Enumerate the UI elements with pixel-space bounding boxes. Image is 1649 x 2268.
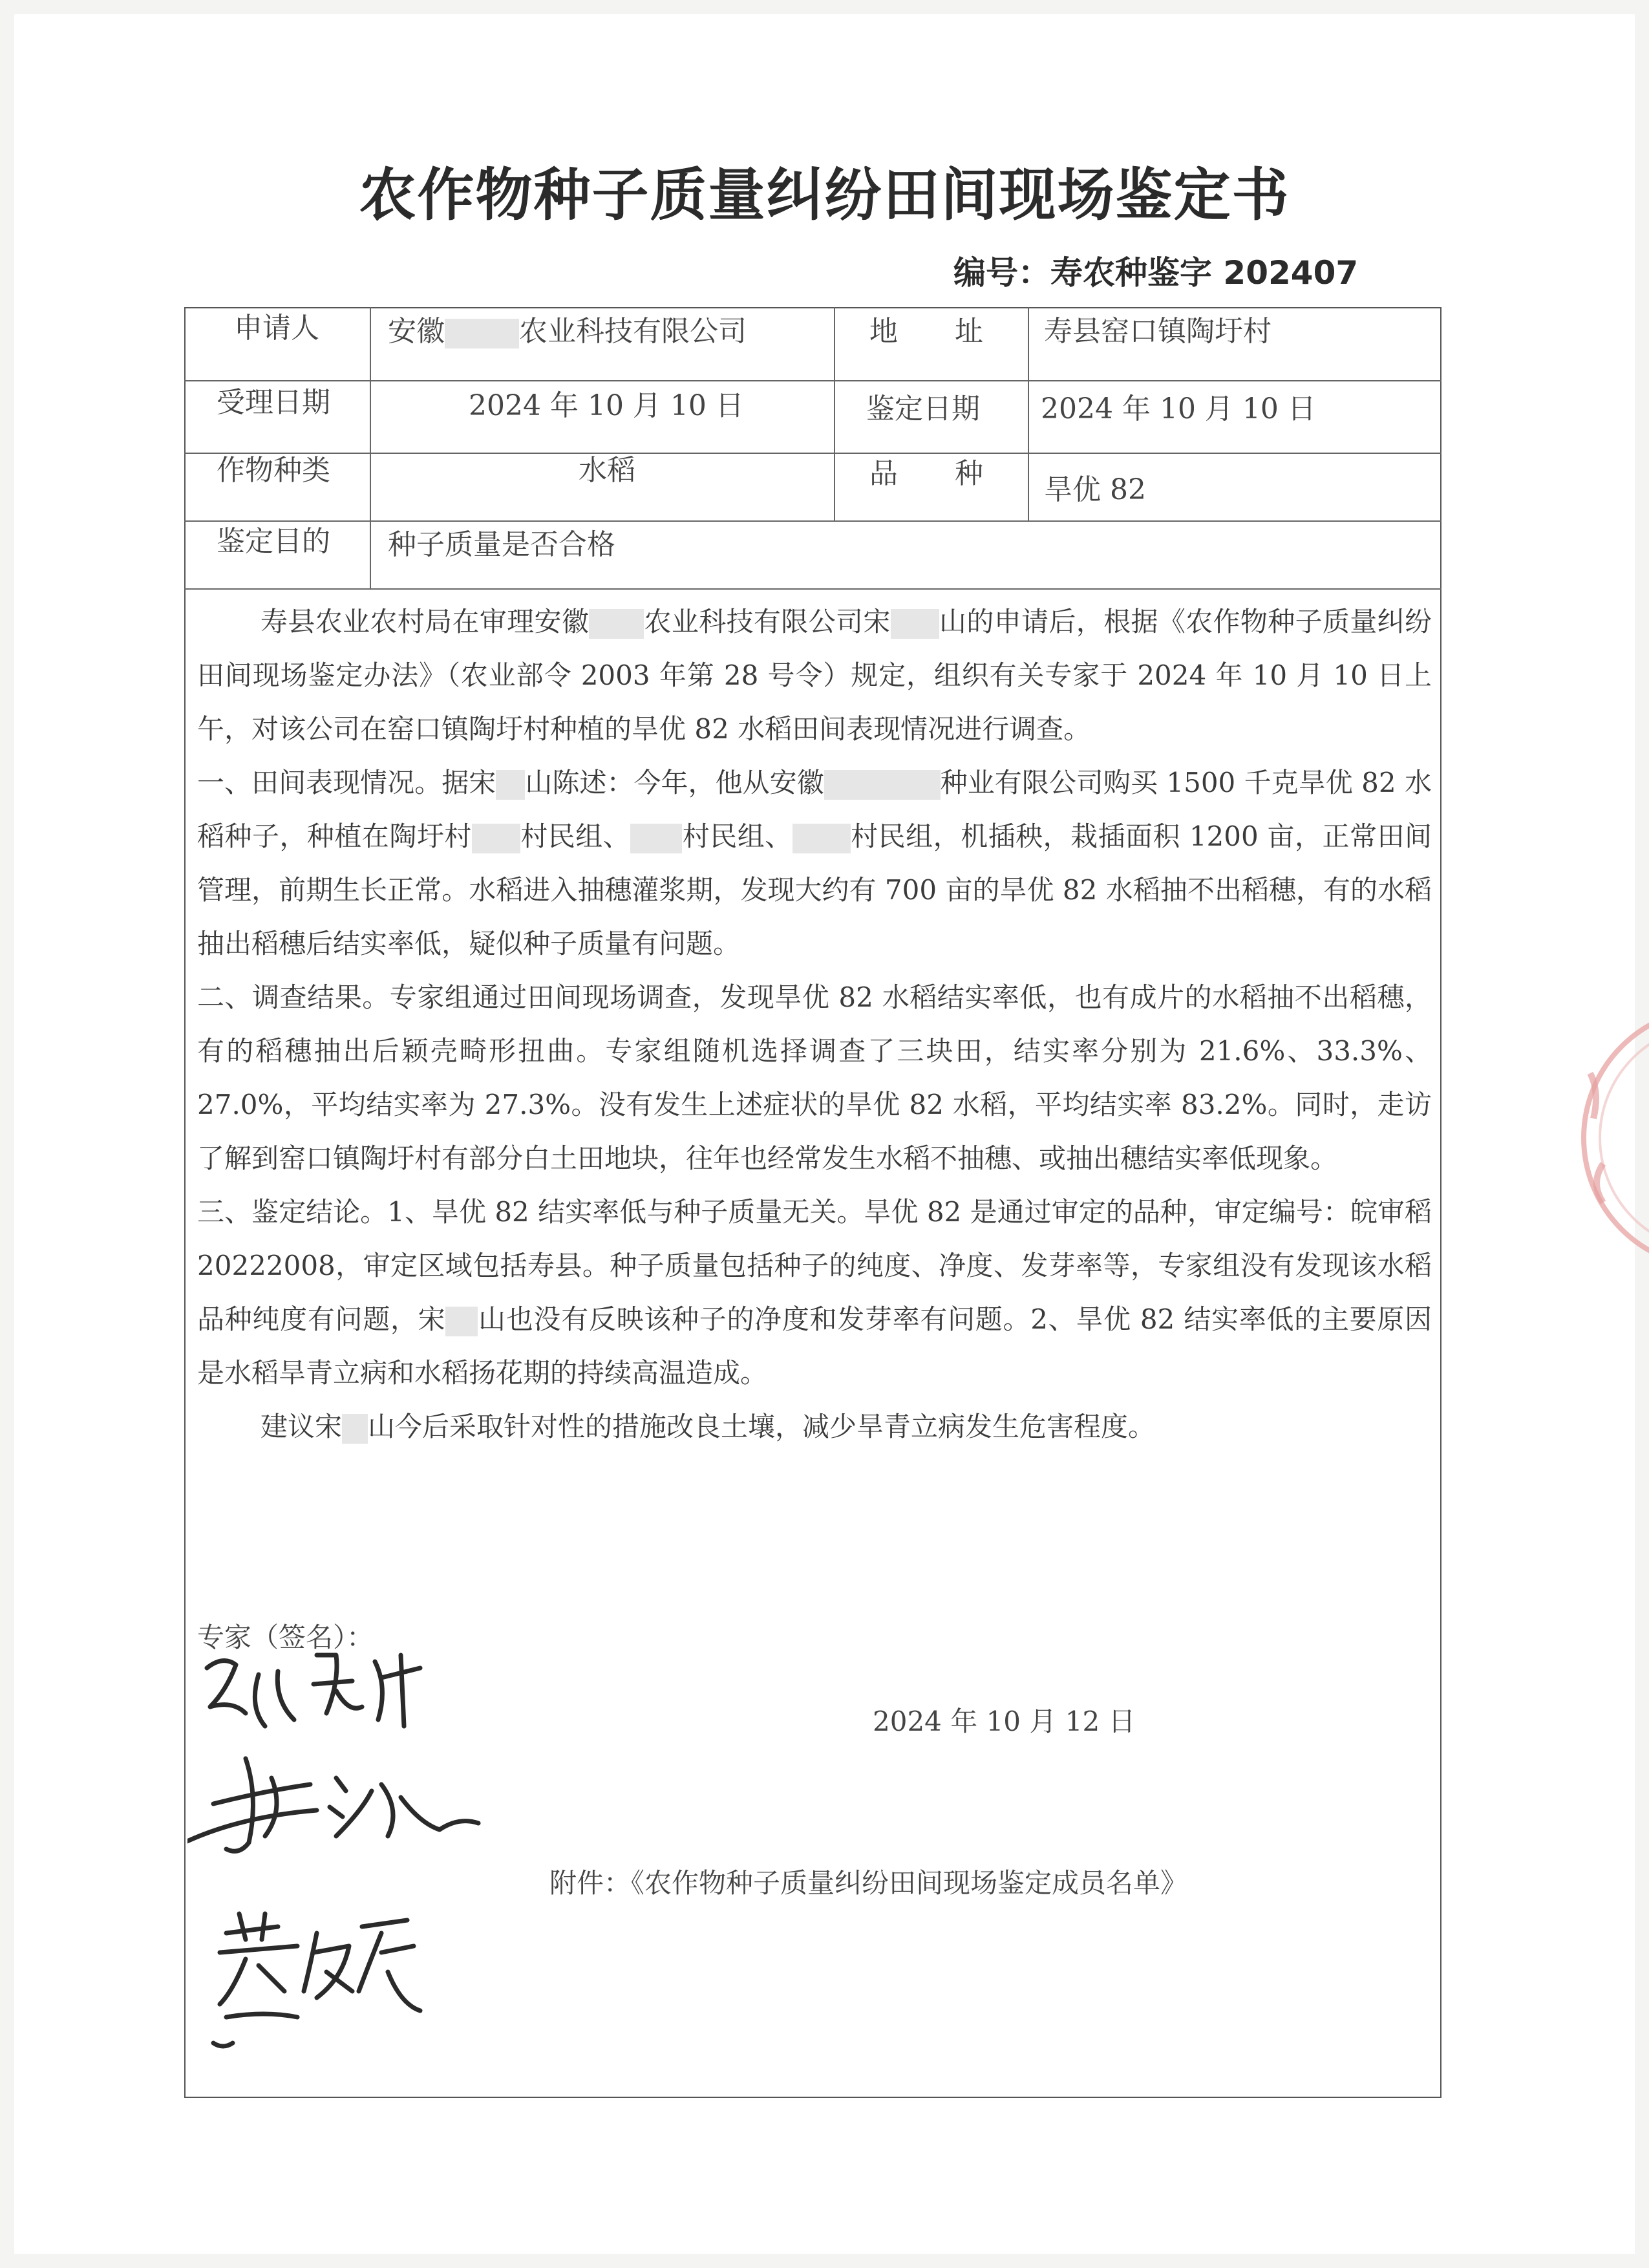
- expert-signature-label: 专家（签名）：: [197, 1621, 374, 1653]
- variety-value: 旱优 82: [1044, 473, 1146, 506]
- redaction-mask: [589, 609, 644, 639]
- table-line: [184, 453, 1442, 454]
- signature-stroke: [207, 1661, 246, 1713]
- accept-date-value: 2024 年 10 月 10 日: [469, 389, 744, 422]
- redaction-mask: [891, 609, 939, 639]
- address-label: 地 址: [869, 315, 983, 348]
- redaction-mask: [793, 824, 851, 853]
- accept-date-label: 受理日期: [217, 386, 330, 419]
- sign-date: 2024 年 10 月 12 日: [873, 1706, 1136, 1737]
- document-title: 农作物种子质量纠纷田间现场鉴定书: [359, 162, 1290, 228]
- paragraph-intro: 寿县农业农村局在审理安徽 农业科技有限公司宋 山的申请后，根据《农作物种子质量纠纷田间现场鉴定办法》（农业部令 2003 年第 28 号令）规定，组织有关专家于 2024 年 10 月 10 日上午，对该公司在窑口镇陶圩村种植的旱优 82 水稻田间表现情况进行调查。: [197, 606, 1432, 745]
- official-seal: [1545, 996, 1649, 1319]
- signature-stroke: [213, 2043, 233, 2046]
- applicant-label: 申请人: [234, 312, 319, 345]
- crop-value: 水稻: [579, 454, 635, 487]
- crop-label: 作物种类: [217, 454, 330, 487]
- redaction-mask: [342, 1414, 368, 1444]
- applicant-value: 安徽 农业科技有限公司: [388, 315, 747, 348]
- variety-label: 品 种: [869, 457, 983, 490]
- document-number: 编号：寿农种鉴字 202407: [953, 254, 1359, 292]
- attachment-note: 附件：《农作物种子质量纠纷田间现场鉴定成员名单》: [549, 1867, 1188, 1899]
- redaction-mask: [824, 770, 941, 800]
- table-line: [184, 588, 1442, 590]
- table-line: [184, 520, 1442, 522]
- appraisal-body: [197, 595, 1432, 1453]
- signature-stroke: [314, 1655, 362, 1713]
- signature-stroke: [359, 1920, 420, 2011]
- address-value: 寿县窑口镇陶圩村: [1044, 315, 1271, 348]
- redaction-mask: [445, 319, 519, 348]
- signature-stroke: [375, 1655, 420, 1726]
- table-line: [370, 307, 371, 588]
- paragraph-conclusion: 三、鉴定结论。1、旱优 82 结实率低与种子质量无关。旱优 82 是通过审定的品种，审定编号：皖审稻 20222008，审定区域包括寿县。种子质量包括种子的纯度、净度、发芽率等，专家组没有发现该水稻品种纯度有问题，宋 山也没有反映该种子的净度和发芽率有问题。2、旱优 82 结实率低的主要原因是水稻旱青立病和水稻扬花期的持续高温造成。: [197, 1196, 1432, 1389]
- signature-stroke: [381, 1784, 478, 1836]
- paragraph-recommendation: 建议宋 山今后采取针对性的措施改良土壤，减少旱青立病发生危害程度。: [261, 1411, 1156, 1442]
- redaction-mask: [496, 770, 525, 800]
- signature-stroke: [304, 1933, 352, 1998]
- purpose-value: 种子质量是否合格: [388, 528, 615, 561]
- signature-stroke: [213, 1759, 310, 1851]
- table-line: [834, 307, 835, 520]
- purpose-label: 鉴定目的: [217, 525, 330, 558]
- redaction-mask: [472, 824, 520, 853]
- signature-stroke: [330, 1778, 372, 1836]
- appraise-date-value: 2024 年 10 月 10 日: [1041, 392, 1316, 425]
- signature-stroke: [255, 1671, 294, 1726]
- handwritten-signatures: [187, 1629, 491, 2121]
- redaction-mask: [445, 1307, 478, 1336]
- redaction-mask: [630, 824, 682, 853]
- table-line: [1028, 307, 1029, 520]
- paragraph-field-performance: 一、田间表现情况。据宋 山陈述：今年，他从安徽 种业有限公司购买 1500 千克旱优 82 水稻种子，种植在陶圩村 村民组、 村民组、 村民组，机插秧，栽插面积 1200 亩，正常田间管理，前期生长正常。水稻进入抽穗灌浆期，发现大约有 700 亩的旱优 82 水稻抽不出稻穗，有的水稻抽出稻穗后结实率低，疑似种子质量有问题。: [197, 767, 1432, 959]
- appraise-date-label: 鉴定日期: [866, 392, 980, 425]
- signature-stroke: [220, 1914, 297, 2017]
- paragraph-survey-result: 二、调查结果。专家组通过田间现场调查，发现旱优 82 水稻结实率低，也有成片的水稻抽不出稻穗，有的稻穗抽出后颖壳畸形扭曲。专家组随机选择调查了三块田，结实率分别为 21.6%、33.3%、27.0%，平均结实率为 27.3%。没有发生上述症状的旱优 82 水稻，平均结实率 83.2%。同时，走访了解到窑口镇陶圩村有部分白土田地块，往年也经常发生水稻不抽穗、或抽出穗结实率低现象。: [197, 981, 1432, 1174]
- table-line: [184, 380, 1442, 381]
